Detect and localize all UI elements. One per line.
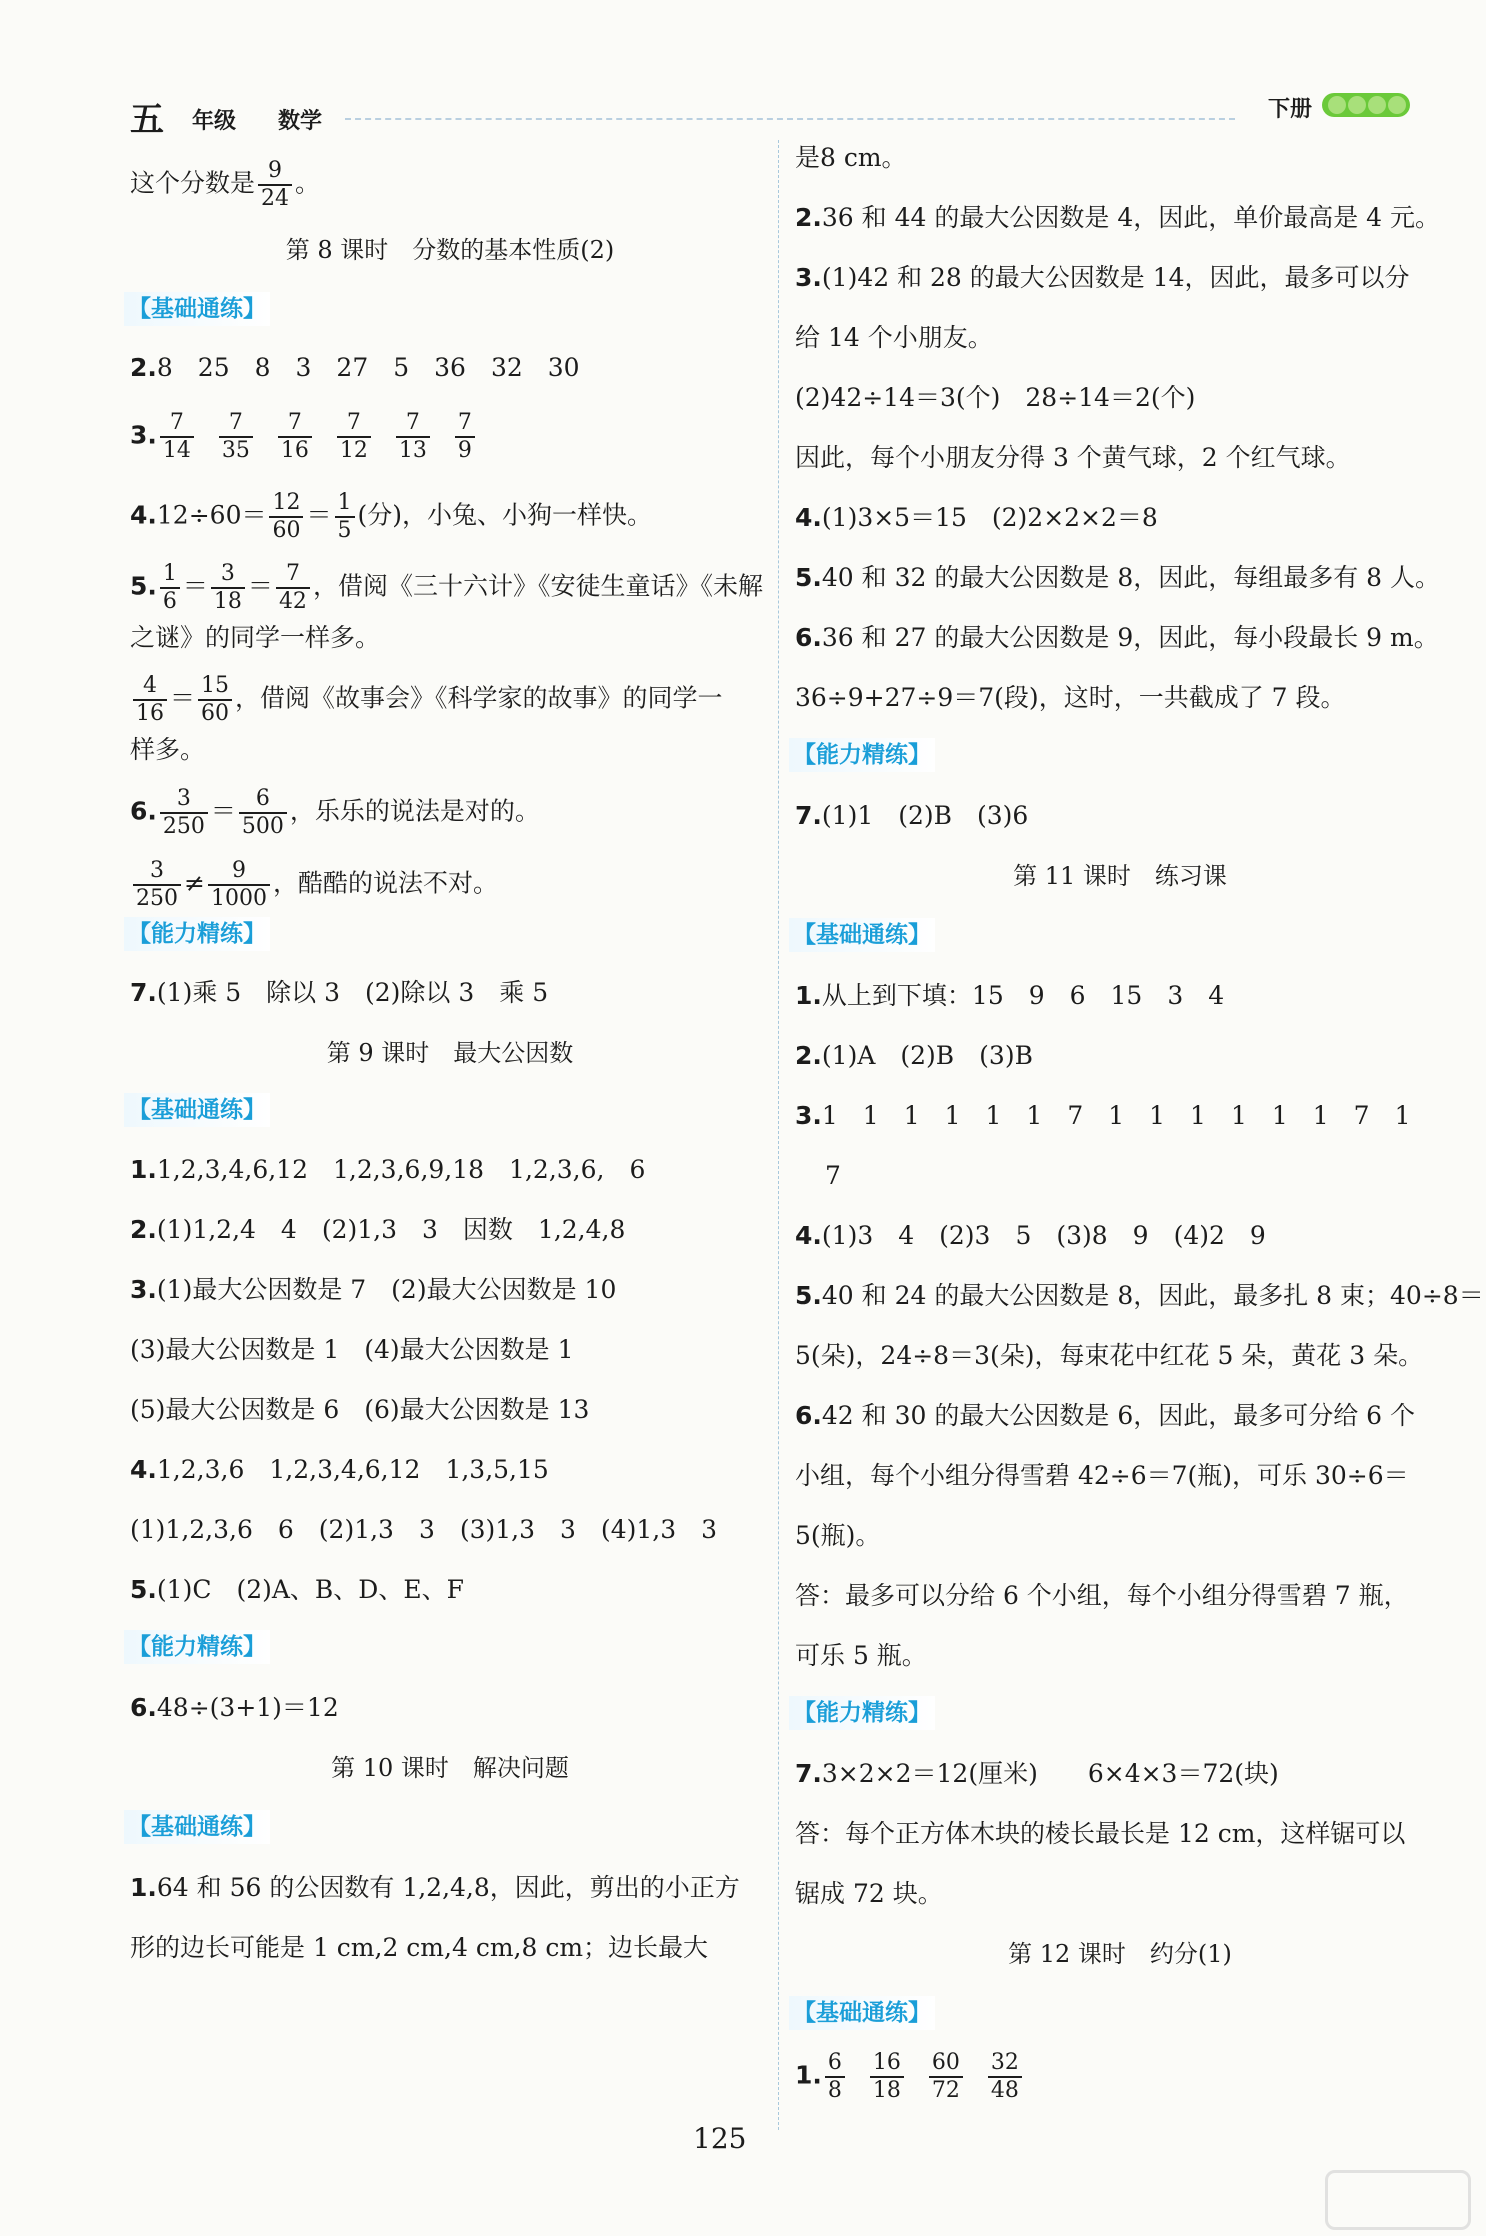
section-tag-ability: 【能力精练】	[789, 1696, 935, 1730]
question-6: 6.48÷(3+1)＝12	[130, 1693, 339, 1722]
fraction	[239, 788, 287, 838]
fraction	[160, 412, 194, 462]
question-5-line3: $\frac{4}{16}$ ＝ $\frac{15}{60}$ ，借阅《故事会》《科学家的故事》的同学一	[130, 675, 723, 725]
question-7: 7.(1)1 (2)B (3)6	[795, 801, 1029, 830]
question-4: 4.(1)3 4 (2)3 5 (3)8 9 (4)2 9	[795, 1221, 1266, 1250]
question-7-line2: 答：每个正方体木块的棱长最长是 12 cm，这样锯可以	[795, 1819, 1406, 1848]
fraction-numerator: 6	[239, 788, 287, 814]
question-5: 5. $\frac{1}{6}$ ＝ $\frac{3}{18}$ ＝ $\frac{7}{42}$ ，借阅《三十六计》《安徒生童话》《未解	[130, 561, 763, 614]
fraction-numerator: 3	[211, 563, 245, 589]
fraction	[198, 675, 232, 725]
grade-label: 五	[130, 100, 164, 140]
question-2: 2.8 25 8 3 27 5 36 32 30	[130, 353, 580, 382]
fraction-denominator: 8	[827, 2078, 842, 2103]
question-6-line3: 5(瓶)。	[795, 1521, 881, 1550]
question-7: 7.(1)乘 5 除以 3 (2)除以 3 乘 5	[130, 978, 549, 1007]
fraction-numerator: 60	[929, 2052, 963, 2078]
question-4: 4.1,2,3,6 1,2,3,4,6,12 1,3,5,15	[130, 1455, 549, 1484]
section-tag-basic: 【基础通练】	[789, 918, 935, 952]
fraction-numerator: 32	[988, 2052, 1022, 2078]
question-3-line2: 给 14 个小朋友。	[795, 323, 993, 352]
question-5: 5.40 和 32 的最大公因数是 8，因此，每组最多有 8 人。	[795, 563, 1441, 592]
question-3-line3: (2)42÷14＝3(个) 28÷14＝2(个)	[795, 383, 1196, 412]
question-6-line4: 答：最多可以分给 6 个小组，每个小组分得雪碧 7 瓶，	[795, 1581, 1409, 1610]
section-tag-ability: 【能力精练】	[124, 917, 270, 951]
question-4-line2: (1)1,2,3,6 6 (2)1,3 3 (3)1,3 3 (4)1,3 3	[130, 1515, 718, 1544]
fraction-numerator: 7	[219, 412, 253, 438]
fraction-numerator: 3	[133, 860, 181, 886]
fraction-numerator: 6	[825, 2052, 845, 2078]
question-4: 4.(1)3×5＝15 (2)2×2×2＝8	[795, 503, 1158, 532]
fraction-numerator: 7	[455, 412, 475, 438]
question-1: 1. $\frac{6}{8}$ $\frac{16}{18}$ $\frac{60}{72}$ $\frac{32}{48}$	[795, 2052, 1044, 2102]
fraction-denominator: 35	[221, 438, 250, 463]
fraction-denominator: 9	[457, 438, 472, 463]
column-divider	[778, 140, 779, 2130]
question-2: 2.(1)A (2)B (3)B	[795, 1041, 1033, 1070]
question-3: 3.(1)最大公因数是 7 (2)最大公因数是 10	[130, 1275, 617, 1304]
fraction	[825, 2052, 845, 2102]
fraction-numerator: 7	[396, 412, 430, 438]
fraction-numerator: 16	[870, 2052, 904, 2078]
section-tag-basic: 【基础通练】	[124, 1810, 270, 1844]
fraction-denominator: 16	[280, 438, 309, 463]
fraction-denominator: 48	[990, 2078, 1019, 2103]
fraction	[160, 788, 208, 838]
question-6: 6.36 和 27 的最大公因数是 9，因此，每小段最长 9 m。	[795, 623, 1439, 652]
question-4: 4.12÷60＝ $\frac{12}{60}$ ＝ $\frac{1}{5}$ (分)，小兔、小狗一样快。	[130, 490, 653, 543]
fraction-denominator: 42	[278, 589, 307, 614]
question-6: 6. $\frac{3}{250}$ ＝ $\frac{6}{500}$ ，乐乐的说法是对的。	[130, 786, 540, 839]
fraction-numerator: 15	[198, 675, 232, 701]
fraction-denominator: 13	[398, 438, 427, 463]
question-7-line3: 锯成 72 块。	[795, 1879, 943, 1908]
question-6-line5: 可乐 5 瓶。	[795, 1641, 927, 1670]
volume-label: 下册	[1268, 97, 1313, 122]
answer-line: 这个分数是 $\frac{9}{24}$ 。	[130, 158, 321, 211]
question-1-line2: 形的边长可能是 1 cm,2 cm,4 cm,8 cm；边长最大	[130, 1933, 709, 1962]
fraction-numerator: 9	[258, 160, 292, 186]
question-1: 1.64 和 56 的公因数有 1,2,4,8，因此，剪出的小正方	[130, 1873, 740, 1902]
fraction	[133, 675, 167, 725]
fraction-denominator: 5	[337, 518, 352, 543]
lesson-8-title: 第 8 课时 分数的基本性质(2)	[285, 236, 615, 264]
fraction	[988, 2052, 1022, 2102]
header-rule	[345, 118, 1235, 120]
fraction	[160, 563, 180, 613]
question-5-line4: 样多。	[130, 735, 206, 764]
question-2: 2.(1)1,2,4 4 (2)1,3 3 因数 1,2,4,8	[130, 1215, 626, 1244]
question-3-line2: 7	[825, 1161, 841, 1190]
question-6-line2: 36÷9+27÷9＝7(段)，这时，一共截成了 7 段。	[795, 683, 1346, 712]
page-header	[0, 0, 1486, 150]
question-6: 6.42 和 30 的最大公因数是 6，因此，最多可分给 6 个	[795, 1401, 1416, 1430]
fraction-denominator: 16	[136, 701, 164, 726]
section-tag-basic: 【基础通练】	[789, 1996, 935, 2030]
question-1: 1.从上到下填：15 9 6 15 3 4	[795, 981, 1225, 1010]
page-number: 125	[693, 2122, 747, 2155]
fraction-numerator: 1	[335, 492, 355, 518]
fraction-denominator: 12	[339, 438, 368, 463]
series-badge-icon	[1322, 93, 1410, 117]
fraction	[337, 412, 371, 462]
fraction	[929, 2052, 963, 2102]
fraction	[133, 860, 181, 910]
fraction-numerator: 12	[269, 492, 303, 518]
fraction-numerator: 7	[276, 563, 310, 589]
section-tag-basic: 【基础通练】	[124, 1093, 270, 1127]
fraction-denominator: 60	[272, 518, 301, 543]
question-3: 3. $\frac{7}{14}$ $\frac{7}{35}$ $\frac{7}{16}$ $\frac{7}{12}$ $\frac{7}{13}$ $\frac{7}{9}$	[130, 412, 497, 462]
fraction-numerator: 9	[208, 860, 270, 886]
fraction	[455, 412, 475, 462]
fraction-denominator: 18	[213, 589, 242, 614]
question-3-line2: (3)最大公因数是 1 (4)最大公因数是 1	[130, 1335, 574, 1364]
section-tag-ability: 【能力精练】	[789, 738, 935, 772]
question-6-line2: 小组，每个小组分得雪碧 42÷6＝7(瓶)，可乐 30÷6＝	[795, 1461, 1409, 1490]
question-5: 5.40 和 24 的最大公因数是 8，因此，最多扎 8 束；40÷8＝	[795, 1281, 1484, 1310]
watermark-logo-icon	[1325, 2170, 1471, 2230]
question-6-line2: $\frac{3}{250}$ ≠ $\frac{9}{1000}$ ，酷酷的说法不对。	[130, 860, 498, 910]
question-5-line2: 5(朵)，24÷8＝3(朵)，每束花中红花 5 朵，黄花 3 朵。	[795, 1341, 1424, 1370]
lesson-11-title: 第 11 课时 练习课	[1013, 862, 1227, 890]
fraction-denominator: 250	[136, 886, 178, 911]
fraction-denominator: 18	[872, 2078, 901, 2103]
grade-word: 年级	[192, 109, 237, 134]
fraction	[269, 492, 303, 542]
fraction-denominator: 72	[931, 2078, 960, 2103]
fraction-numerator: 7	[337, 412, 371, 438]
fraction	[870, 2052, 904, 2102]
answer-continuation: 是8 cm。	[795, 143, 907, 172]
lesson-12-title: 第 12 课时 约分(1)	[1008, 1940, 1232, 1968]
fraction	[276, 563, 310, 613]
section-tag-basic: 【基础通练】	[124, 292, 270, 326]
fraction-numerator: 7	[278, 412, 312, 438]
question-1: 1.1,2,3,4,6,12 1,2,3,6,9,18 1,2,3,6, 6	[130, 1155, 646, 1184]
fraction-numerator: 4	[133, 675, 167, 701]
fraction-denominator: 24	[261, 186, 290, 211]
question-3: 3.1 1 1 1 1 1 7 1 1 1 1 1 1 7 1	[795, 1101, 1411, 1130]
fraction-denominator: 250	[162, 814, 205, 839]
question-7: 7.3×2×2＝12(厘米) 6×4×3＝72(块)	[795, 1759, 1279, 1788]
section-tag-ability: 【能力精练】	[124, 1630, 270, 1664]
fraction	[258, 160, 292, 210]
fraction	[211, 563, 245, 613]
fraction	[396, 412, 430, 462]
fraction	[335, 492, 355, 542]
fraction-numerator: 7	[160, 412, 194, 438]
fraction-denominator: 60	[201, 701, 230, 726]
fraction-denominator: 1000	[210, 886, 267, 911]
fraction-numerator: 1	[160, 563, 180, 589]
fraction-denominator: 6	[162, 589, 177, 614]
fraction-list	[157, 410, 497, 463]
fraction	[208, 860, 270, 910]
subject-label: 数学	[278, 109, 323, 134]
question-5-cont: 之谜》的同学一样多。	[130, 623, 381, 652]
fraction-numerator: 3	[160, 788, 208, 814]
question-3-line3: (5)最大公因数是 6 (6)最大公因数是 13	[130, 1395, 590, 1424]
lesson-9-title: 第 9 课时 最大公因数	[326, 1039, 574, 1067]
fraction-denominator: 500	[241, 814, 284, 839]
question-2: 2.36 和 44 的最大公因数是 4，因此，单价最高是 4 元。	[795, 203, 1441, 232]
fraction	[219, 412, 253, 462]
question-3: 3.(1)42 和 28 的最大公因数是 14，因此，最多可以分	[795, 263, 1410, 292]
lesson-10-title: 第 10 课时 解决问题	[331, 1754, 569, 1782]
question-5: 5.(1)C (2)A、B、D、E、F	[130, 1575, 464, 1604]
fraction	[278, 412, 312, 462]
fraction-denominator: 14	[162, 438, 191, 463]
question-3-line4: 因此，每个小朋友分得 3 个黄气球，2 个红气球。	[795, 443, 1351, 472]
